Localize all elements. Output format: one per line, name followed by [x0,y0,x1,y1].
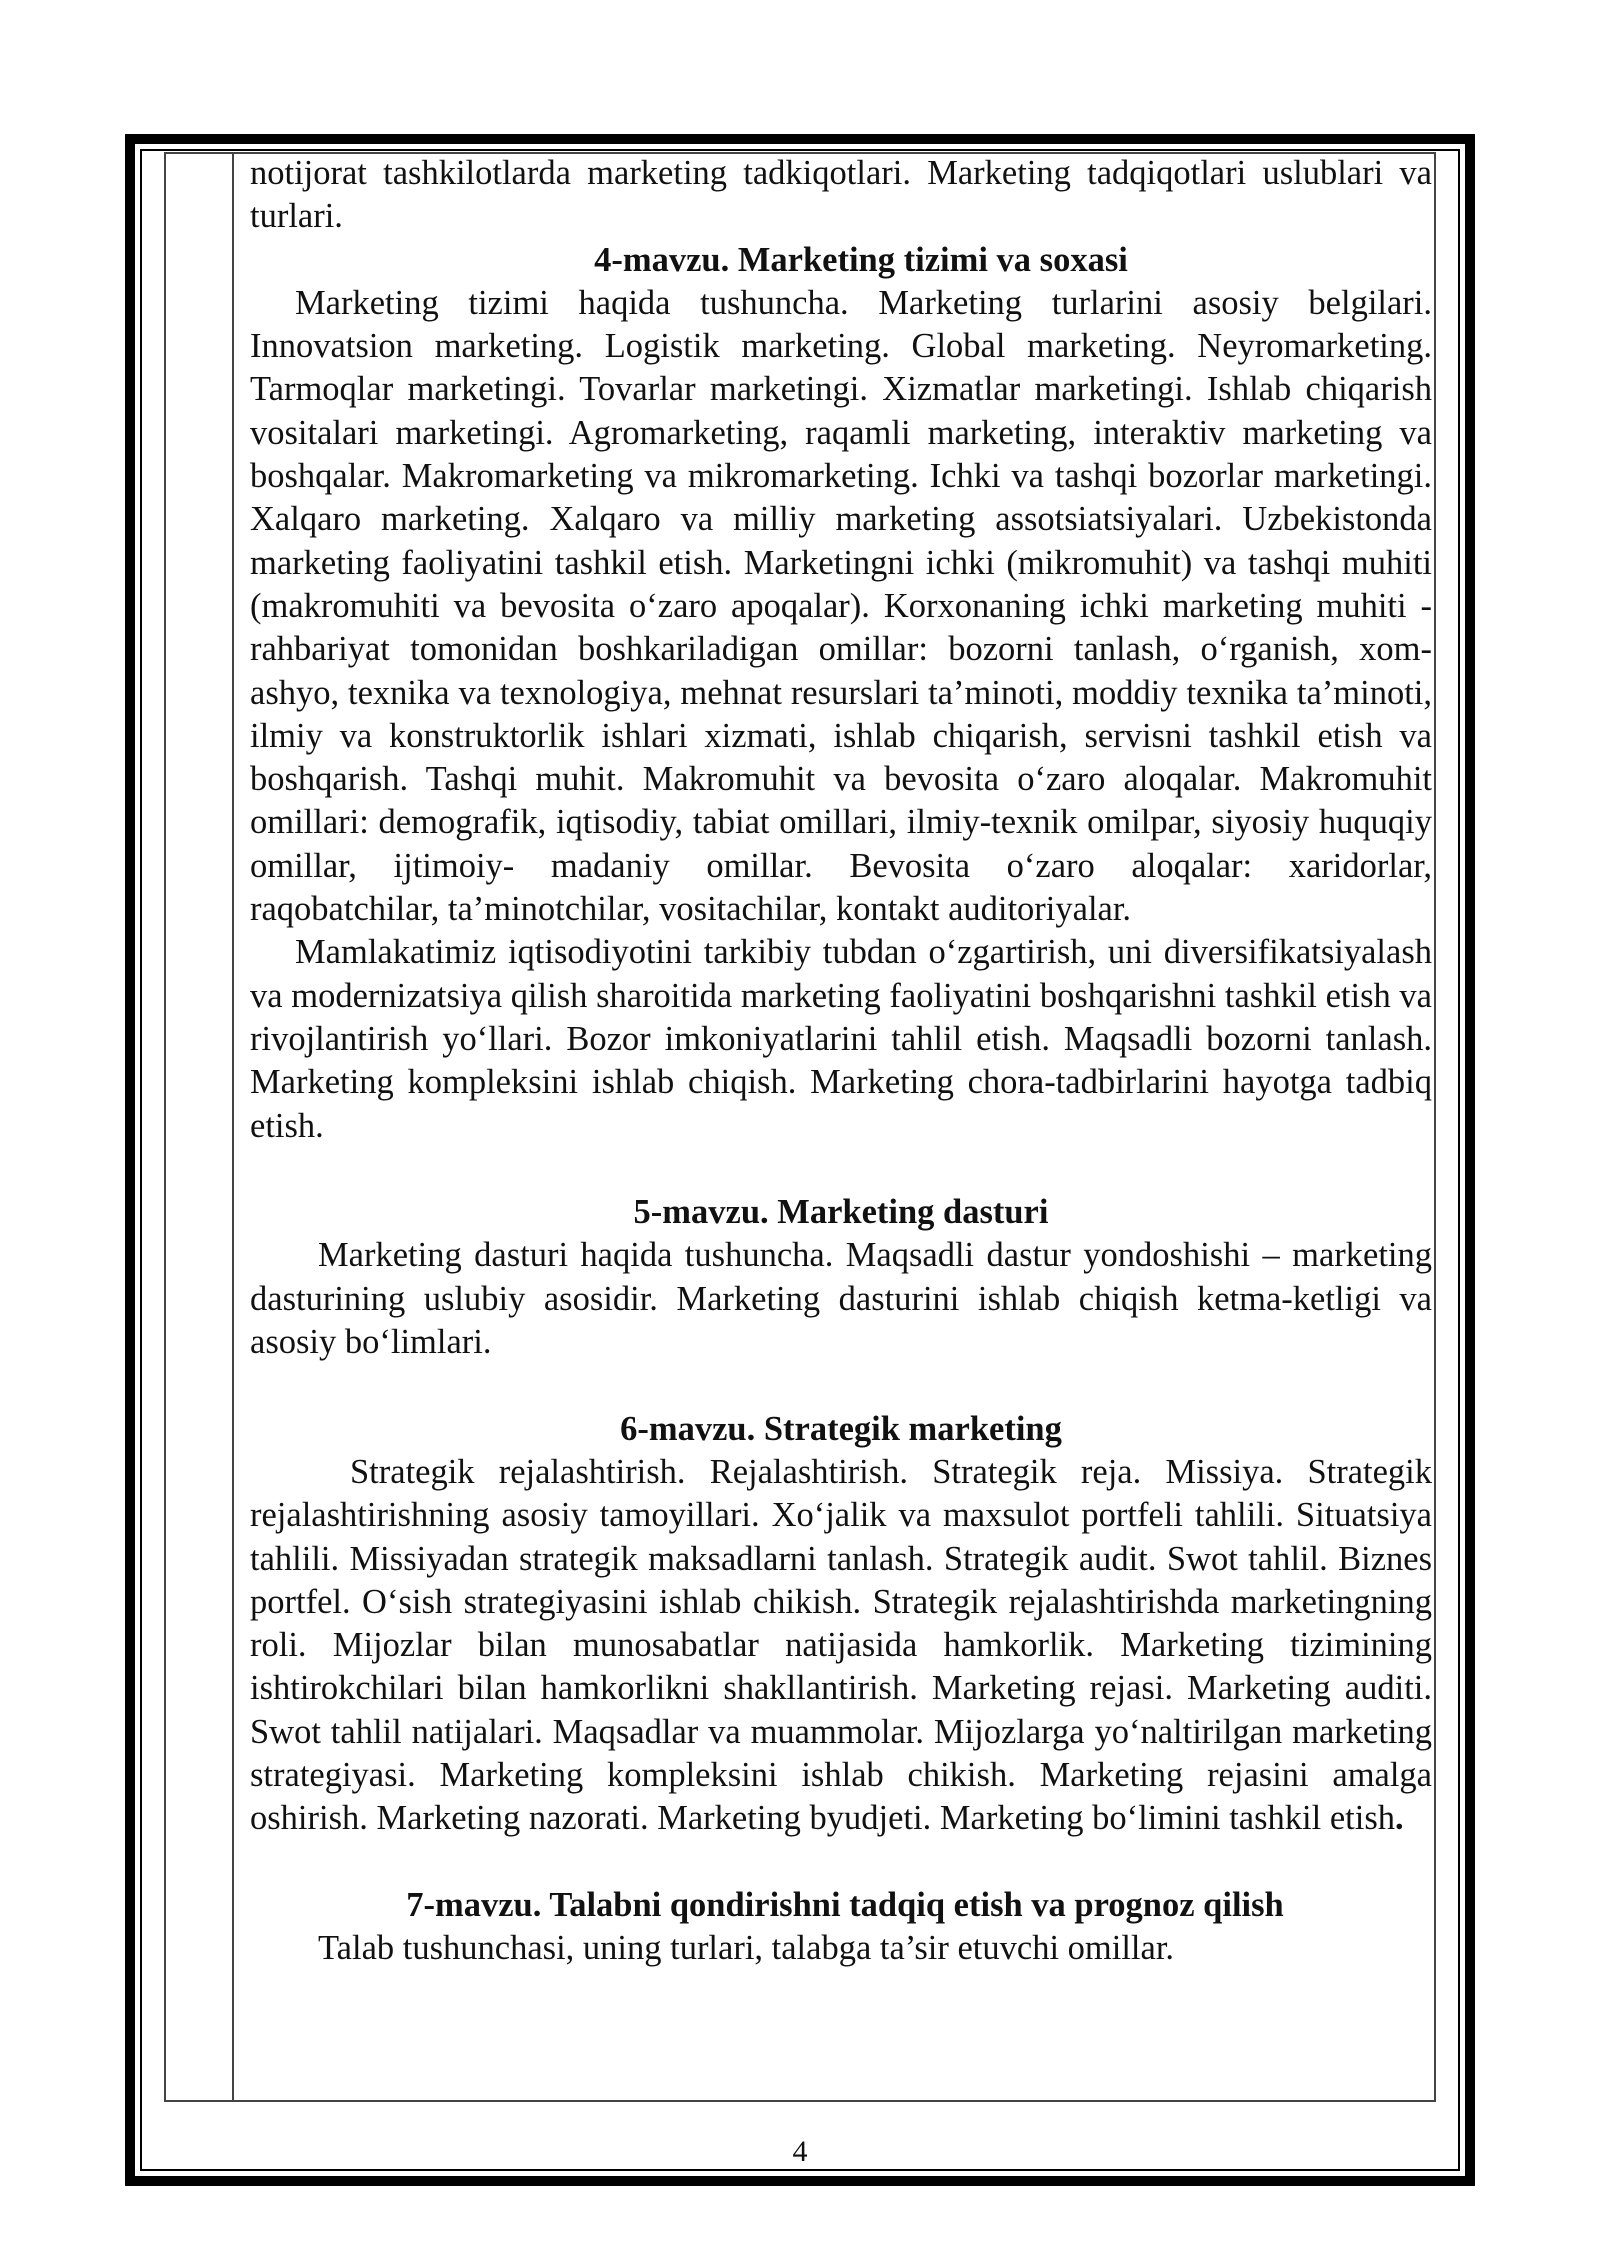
topic-5-heading: 5-mavzu. Marketing dasturi [633,1193,1049,1232]
spacer [250,1841,1432,1884]
topic-7-heading: 7-mavzu. Talabni qondirishni tadqiq etish va prognoz qilish [406,1885,1284,1924]
continuation-paragraph: notijorat tashkilotlarda marketing tadkiqotlari. Marketing tadqiqotlari uslublari va turlari. [250,154,1432,236]
table-column-divider [232,152,234,2102]
topic-4-heading: 4-mavzu. Marketing tizimi va soxasi [594,240,1128,279]
topic-6-paragraph-end: . [1395,1799,1404,1838]
topic-7-paragraph-1: Talab tushunchasi, uning turlari, talabga ta’sir etuvchi omillar. [318,1929,1175,1968]
spacer [250,1148,1432,1191]
topic-5-paragraph-1: Marketing dasturi haqida tushuncha. Maqsadli dastur yondoshishi – marketing dasturining uslubiy asosidir. Marketing dasturini ishlab chiqish ketma-ketligi va asosiy bo‘limlari. [250,1236,1432,1362]
page-number: 4 [792,2135,808,2168]
topic-6-heading: 6-mavzu. Strategik marketing [620,1409,1062,1448]
topic-6-paragraph-text: Strategik rejalashtirish. Rejalashtirish. Strategik reja. Missiya. Strategik rejalashtirishning asosiy tamoyillari. Xo‘jalik va maxsulot portfeli tahlili. Situatsiya tahlili. Missiyadan strategik maksadlarni tanlash. Strategik audit. Swot tahlil. Biznes portfel. O‘sish strategiyasini ishlab chikish. Strategik rejalashtirishda marketingning roli. Mijozlar bilan munosabatlar natijasida hamkorlik. Marketing tizimining ishtirokchilari bilan hamkorlikni shakllantirish. Marketing rejasi. Marketing auditi. Swot tahlil natijalari. Maqsadlar va muammolar. Mijozlarga yo‘naltirilgan marketing strategiyasi. Marketing kompleksini ishlab chikish. Marketing rejasini amalga oshirish. Marketing nazorati. Marketing byudjeti. Marketing bo‘limini tashkil etish [250,1452,1432,1838]
table-content-cell [250,152,1432,1970]
spacer [250,1364,1432,1407]
topic-4-paragraph-1: Marketing tizimi haqida tushuncha. Marketing turlarini asosiy belgilari. Innovatsion marketing. Logistik marketing. Global marketing. Neyromarketing. Tarmoqlar marketingi. Tovarlar marketingi. Xizmatlar marketingi. Ishlab chiqarish vositalari marketingi. Agromarketing, raqamli marketing, interaktiv marketing va boshqalar. Makromarketing va mikromarketing. Ichki va tashqi bozorlar marketingi. Xalqaro marketing. Xalqaro va milliy marketing assotsiatsiyalari. Uzbekistonda marketing faoliyatini tashkil etish. Marketingni ichki (mikromuhit) va tashqi muhiti (makromuhiti va bevosita o‘zaro apoqalar). Korxonaning ichki marketing muhiti - rahbariyat tomonidan boshkariladigan omillar: bozorni tanlash, o‘rganish, xom-ashyo, texnika va texnologiya, mehnat resurslari ta’minoti, moddiy texnika ta’minoti, ilmiy va konstruktorlik ishlari xizmati, ishlab chiqarish, servisni tashkil etish va boshqarish. Tashqi muhit. Makromuhit va bevosita o‘zaro aloqalar. Makromuhit omillari: demografik, iqtisodiy, tabiat omillari, ilmiy-texnik omilpar, siyosiy huquqiy omillar, ijtimoiy- madaniy omillar. Bevosita o‘zaro aloqalar: xaridorlar, raqobatchilar, ta’minotchilar, vositachilar, kontakt auditoriyalar. [250,283,1432,929]
topic-6-paragraph-1 [250,1451,1432,1841]
topic-4-paragraph-2: Mamlakatimiz iqtisodiyotini tarkibiy tubdan o‘zgartirish, uni diversifikatsiyalash va modernizatsiya qilish sharoitida marketing faoliyatini boshqarishni tashkil etish va rivojlantirish yo‘llari. Bozor imkoniyatlarini tahlil etish. Maqsadli bozorni tanlash. Marketing kompleksini ishlab chiqish. Marketing chora-tadbirlarini hayotga tadbiq etish. [250,933,1432,1145]
